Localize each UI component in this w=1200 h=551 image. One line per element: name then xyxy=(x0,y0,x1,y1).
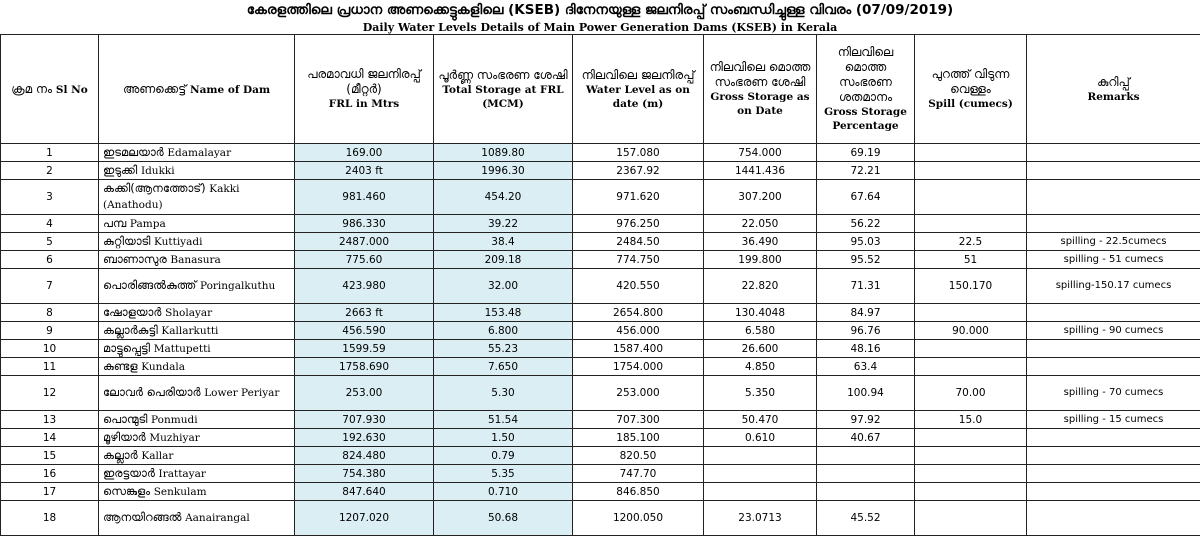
frl-value: 192.630 xyxy=(295,429,434,447)
remarks-value: spilling-150.17 cumecs xyxy=(1027,269,1200,304)
spill-value xyxy=(915,358,1027,376)
gross-storage-value: 23.0713 xyxy=(704,501,817,536)
remarks-value: spilling - 70 cumecs xyxy=(1027,376,1200,411)
table-row xyxy=(1,376,1200,411)
spill-value: 51 xyxy=(915,251,1027,269)
frl-value: 754.380 xyxy=(295,465,434,483)
frl-value: 847.640 xyxy=(295,483,434,501)
spill-value xyxy=(915,304,1027,322)
frl-value: 707.930 xyxy=(295,411,434,429)
dam-name: ആനയിറങ്ങൽ Aanairangal xyxy=(99,501,295,536)
storage-percentage-value: 84.97 xyxy=(817,304,915,322)
total-storage-value: 0.710 xyxy=(434,483,573,501)
remarks-value: spilling - 51 cumecs xyxy=(1027,251,1200,269)
dam-name: കുറ്റിയാടി Kuttiyadi xyxy=(99,233,295,251)
total-storage-value: 1.50 xyxy=(434,429,573,447)
spill-value xyxy=(915,501,1027,536)
remarks-value xyxy=(1027,180,1200,215)
remarks-value xyxy=(1027,429,1200,447)
sl-no: 8 xyxy=(1,304,99,322)
sl-no: 17 xyxy=(1,483,99,501)
gross-storage-value: 199.800 xyxy=(704,251,817,269)
remarks-value xyxy=(1027,162,1200,180)
spill-value xyxy=(915,180,1027,215)
frl-value: 775.60 xyxy=(295,251,434,269)
page-subtitle: Daily Water Levels Details of Main Power Generation Dams (KSEB) in Kerala xyxy=(362,21,838,34)
spill-value xyxy=(915,215,1027,233)
table-row xyxy=(1,358,1200,376)
frl-value: 1207.020 xyxy=(295,501,434,536)
frl-value: 253.00 xyxy=(295,376,434,411)
total-storage-value: 1089.80 xyxy=(434,144,573,162)
storage-percentage-value: 40.67 xyxy=(817,429,915,447)
spill-value xyxy=(915,340,1027,358)
dam-name: മാട്ടുപ്പെട്ടി Mattupetti xyxy=(99,340,295,358)
dam-name: ഇരട്ടയാർ Irattayar xyxy=(99,465,295,483)
storage-percentage-value: 100.94 xyxy=(817,376,915,411)
gross-storage-value: 26.600 xyxy=(704,340,817,358)
spill-value xyxy=(915,447,1027,465)
frl-value: 986.330 xyxy=(295,215,434,233)
dam-levels-table xyxy=(0,34,1200,536)
remarks-value xyxy=(1027,144,1200,162)
sl-no: 4 xyxy=(1,215,99,233)
water-level-value: 456.000 xyxy=(573,322,704,340)
table-row xyxy=(1,322,1200,340)
water-level-value: 2484.50 xyxy=(573,233,704,251)
total-storage-value: 1996.30 xyxy=(434,162,573,180)
total-storage-value: 454.20 xyxy=(434,180,573,215)
remarks-value xyxy=(1027,483,1200,501)
water-level-value: 1200.050 xyxy=(573,501,704,536)
storage-percentage-value: 56.22 xyxy=(817,215,915,233)
storage-percentage-value: 63.4 xyxy=(817,358,915,376)
frl-value: 2663 ft xyxy=(295,304,434,322)
frl-value: 2403 ft xyxy=(295,162,434,180)
remarks-value: spilling - 22.5cumecs xyxy=(1027,233,1200,251)
table-row xyxy=(1,251,1200,269)
storage-percentage-value: 96.76 xyxy=(817,322,915,340)
sl-no: 5 xyxy=(1,233,99,251)
total-storage-value: 5.35 xyxy=(434,465,573,483)
gross-storage-value xyxy=(704,483,817,501)
total-storage-value: 38.4 xyxy=(434,233,573,251)
header-sl-no: ക്രമ നം Sl No xyxy=(1,35,99,144)
total-storage-value: 50.68 xyxy=(434,501,573,536)
water-level-value: 1587.400 xyxy=(573,340,704,358)
spill-value: 90.000 xyxy=(915,322,1027,340)
total-storage-value: 32.00 xyxy=(434,269,573,304)
dam-name: കക്കി(ആനത്തോട്) Kakki (Anathodu) xyxy=(99,180,295,215)
storage-percentage-value xyxy=(817,447,915,465)
sl-no: 18 xyxy=(1,501,99,536)
table-row xyxy=(1,180,1200,215)
header-remarks: കുറിപ്പ് Remarks xyxy=(1027,35,1200,144)
header-spill: പുറത്ത് വിടുന്ന വെള്ളം Spill (cumecs) xyxy=(915,35,1027,144)
sl-no: 3 xyxy=(1,180,99,215)
water-level-value: 976.250 xyxy=(573,215,704,233)
water-level-value: 2654.800 xyxy=(573,304,704,322)
dam-name: കല്ലാർകുട്ടി Kallarkutti xyxy=(99,322,295,340)
water-level-value: 2367.92 xyxy=(573,162,704,180)
total-storage-value: 6.800 xyxy=(434,322,573,340)
water-level-value: 253.000 xyxy=(573,376,704,411)
total-storage-value: 55.23 xyxy=(434,340,573,358)
total-storage-value: 39.22 xyxy=(434,215,573,233)
frl-value: 1758.690 xyxy=(295,358,434,376)
table-row xyxy=(1,162,1200,180)
sl-no: 14 xyxy=(1,429,99,447)
water-level-value: 774.750 xyxy=(573,251,704,269)
spill-value xyxy=(915,465,1027,483)
sl-no: 7 xyxy=(1,269,99,304)
header-storage-percentage: നിലവിലെ മൊത്ത സംഭരണ ശതമാനം Gross Storage Percentage xyxy=(817,35,915,144)
dam-name: കുണ്ടള Kundala xyxy=(99,358,295,376)
remarks-value: spilling - 15 cumecs xyxy=(1027,411,1200,429)
water-level-value: 747.70 xyxy=(573,465,704,483)
frl-value: 456.590 xyxy=(295,322,434,340)
table-row xyxy=(1,447,1200,465)
storage-percentage-value: 95.03 xyxy=(817,233,915,251)
storage-percentage-value: 69.19 xyxy=(817,144,915,162)
water-level-value: 846.850 xyxy=(573,483,704,501)
spill-value: 22.5 xyxy=(915,233,1027,251)
table-row xyxy=(1,501,1200,536)
total-storage-value: 209.18 xyxy=(434,251,573,269)
dam-name: ഇടുക്കി Idukki xyxy=(99,162,295,180)
total-storage-value: 7.650 xyxy=(434,358,573,376)
water-level-value: 707.300 xyxy=(573,411,704,429)
gross-storage-value xyxy=(704,465,817,483)
water-level-value: 820.50 xyxy=(573,447,704,465)
frl-value: 981.460 xyxy=(295,180,434,215)
spill-value: 70.00 xyxy=(915,376,1027,411)
storage-percentage-value: 97.92 xyxy=(817,411,915,429)
gross-storage-value: 36.490 xyxy=(704,233,817,251)
sl-no: 11 xyxy=(1,358,99,376)
dam-name: ബാണാസുര Banasura xyxy=(99,251,295,269)
table-row xyxy=(1,304,1200,322)
table-row xyxy=(1,269,1200,304)
page-title: കേരളത്തിലെ പ്രധാന അണക്കെട്ടുകളിലെ (KSEB) ദിനേനയുള്ള ജലനിരപ്പ് സംബന്ധിച്ചുള്ള വിവരം (07/09/2019) xyxy=(246,2,954,18)
total-storage-value: 0.79 xyxy=(434,447,573,465)
header-water-level: നിലവിലെ ജലനിരപ്പ് Water Level as on date (m) xyxy=(573,35,704,144)
remarks-value xyxy=(1027,358,1200,376)
total-storage-value: 5.30 xyxy=(434,376,573,411)
total-storage-value: 153.48 xyxy=(434,304,573,322)
sl-no: 1 xyxy=(1,144,99,162)
gross-storage-value: 1441.436 xyxy=(704,162,817,180)
remarks-value xyxy=(1027,465,1200,483)
sl-no: 10 xyxy=(1,340,99,358)
dam-name: പമ്പ Pampa xyxy=(99,215,295,233)
gross-storage-value: 5.350 xyxy=(704,376,817,411)
frl-value: 824.480 xyxy=(295,447,434,465)
table-row xyxy=(1,483,1200,501)
frl-value: 169.00 xyxy=(295,144,434,162)
gross-storage-value: 4.850 xyxy=(704,358,817,376)
sl-no: 15 xyxy=(1,447,99,465)
dam-name: സെങ്കുളം Senkulam xyxy=(99,483,295,501)
remarks-value xyxy=(1027,215,1200,233)
header-frl: പരമാവധി ജലനിരപ്പ് (മീറ്റർ) FRL in Mtrs xyxy=(295,35,434,144)
sl-no: 6 xyxy=(1,251,99,269)
storage-percentage-value xyxy=(817,483,915,501)
water-level-value: 1754.000 xyxy=(573,358,704,376)
sl-no: 16 xyxy=(1,465,99,483)
frl-value: 423.980 xyxy=(295,269,434,304)
header-total-storage: പൂർണ്ണ സംഭരണ ശേഷി Total Storage at FRL (MCM) xyxy=(434,35,573,144)
dam-name: ലോവർ പെരിയാർ Lower Periyar xyxy=(99,376,295,411)
header-dam-name: അണക്കെട്ട് Name of Dam xyxy=(99,35,295,144)
table-row xyxy=(1,144,1200,162)
sl-no: 2 xyxy=(1,162,99,180)
frl-value: 1599.59 xyxy=(295,340,434,358)
storage-percentage-value xyxy=(817,465,915,483)
spill-value xyxy=(915,144,1027,162)
gross-storage-value: 22.820 xyxy=(704,269,817,304)
total-storage-value: 51.54 xyxy=(434,411,573,429)
water-level-value: 971.620 xyxy=(573,180,704,215)
table-row xyxy=(1,233,1200,251)
spill-value xyxy=(915,429,1027,447)
table-row xyxy=(1,429,1200,447)
gross-storage-value: 22.050 xyxy=(704,215,817,233)
gross-storage-value: 6.580 xyxy=(704,322,817,340)
table-row xyxy=(1,465,1200,483)
water-level-value: 185.100 xyxy=(573,429,704,447)
spill-value: 15.0 xyxy=(915,411,1027,429)
water-level-value: 420.550 xyxy=(573,269,704,304)
gross-storage-value: 754.000 xyxy=(704,144,817,162)
table-row xyxy=(1,340,1200,358)
storage-percentage-value: 71.31 xyxy=(817,269,915,304)
storage-percentage-value: 48.16 xyxy=(817,340,915,358)
spill-value: 150.170 xyxy=(915,269,1027,304)
dam-name: പൊന്മുടി Ponmudi xyxy=(99,411,295,429)
gross-storage-value: 130.4048 xyxy=(704,304,817,322)
gross-storage-value: 0.610 xyxy=(704,429,817,447)
remarks-value xyxy=(1027,340,1200,358)
sl-no: 9 xyxy=(1,322,99,340)
dam-name: ഇടമലയാർ Edamalayar xyxy=(99,144,295,162)
remarks-value xyxy=(1027,447,1200,465)
storage-percentage-value: 45.52 xyxy=(817,501,915,536)
water-level-value: 157.080 xyxy=(573,144,704,162)
remarks-value xyxy=(1027,304,1200,322)
storage-percentage-value: 95.52 xyxy=(817,251,915,269)
sl-no: 13 xyxy=(1,411,99,429)
storage-percentage-value: 72.21 xyxy=(817,162,915,180)
dam-name: പൊരിങ്ങൽകുത്ത് Poringalkuthu xyxy=(99,269,295,304)
gross-storage-value: 50.470 xyxy=(704,411,817,429)
spill-value xyxy=(915,162,1027,180)
gross-storage-value xyxy=(704,447,817,465)
remarks-value: spilling - 90 cumecs xyxy=(1027,322,1200,340)
header-gross-storage: നിലവിലെ മൊത്ത സംഭരണ ശേഷി Gross Storage as on Date xyxy=(704,35,817,144)
sl-no: 12 xyxy=(1,376,99,411)
dam-name: ഷോളയാർ Sholayar xyxy=(99,304,295,322)
storage-percentage-value: 67.64 xyxy=(817,180,915,215)
table-row xyxy=(1,215,1200,233)
gross-storage-value: 307.200 xyxy=(704,180,817,215)
table-row xyxy=(1,411,1200,429)
spill-value xyxy=(915,483,1027,501)
header-row xyxy=(1,35,1200,144)
dam-name: മൂഴിയാർ Muzhiyar xyxy=(99,429,295,447)
remarks-value xyxy=(1027,501,1200,536)
frl-value: 2487.000 xyxy=(295,233,434,251)
dam-name: കല്ലാർ Kallar xyxy=(99,447,295,465)
